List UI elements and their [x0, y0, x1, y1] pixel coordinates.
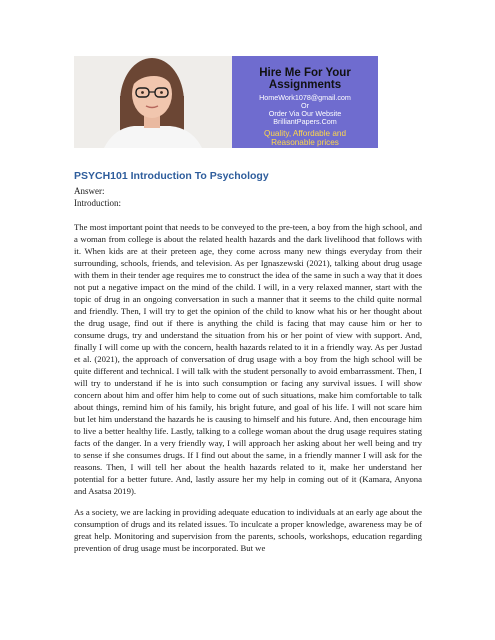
paragraph: The most important point that needs to be conveyed to the pre-teen, a boy from the high school, and a woman from college is about the related health hazards and the dark livelihood that follows with it. When kids are at their preteen age, they come across many new things everyday from their surrounding, schools, friends, and television. As per Ignaszewski (2021), talking about drug usage with them in their tender age requires me to construct the idea of the same in such a way that it does not put a negative impact on the mind of the child. I will, in a very relaxed manner, start with the topic of drug in an ongoing conversation in such a manner that it seems to the child quite normal and friendly. Then, I will try to get the opinion of the child to know what his or her thought about the drug usage, find out if there is anything the child is facing that may cause him or her to consume drugs, try and understand the situation from his or her point of view with support. And, finally I will come up with the concern, health hazards related to it in a friendly way. As per Justad et al. (2021), the approach of conversation of drug usage with a boy from the high school will be quite different and technical. I will talk with the student personally to avoid embarrassment. Then, I will try to understand if he is into such consumption or facing any survival issues. I will show concern about him and offer him help to come out of such situations, make him comfortable to talk about things, remind him of his family, his bright future, and goal of his life. I will not scare him but let him understand the hazards he is causing to himself and his future. And, then encourage him to live a better healthy life. Lastly, talking to a college woman about the drug usage requires stating facts of the danger. In a very friendly way, I will approach her asking about her well being and try to sense if she consumes drugs. If I find out about the same, in a friendly manner I will ask for the reasons. Then, I will tell her about the health hazards related to it, make her understand her potential for a better future. And, lastly assure her my help in coming out of it (Kamara, Anyona and Asatsa 2019). — [74, 222, 422, 496]
banner-headline-2: Assignments — [268, 79, 342, 91]
document-title: PSYCH101 Introduction To Psychology — [74, 170, 269, 182]
banner-email: HomeWork1078@gmail.com — [259, 93, 351, 102]
banner-tagline: Quality, Affordable and — [263, 129, 347, 138]
banner-headline: Hire Me For Your — [259, 67, 351, 79]
introduction-label: Introduction: — [74, 198, 121, 208]
banner-tagline-2: Reasonable prices — [271, 138, 339, 147]
paragraph: As a society, we are lacking in providing adequate education to individuals at an early age about the consumption of drugs and its related issues. To inculcate a proper knowledge, awareness may be of great help. Monitoring and supervision from the parents, schools, workshops, education regarding prevention of drug usage must be incorporated. But we — [74, 507, 422, 553]
banner-order-line: Order Via Our Website — [268, 109, 342, 118]
banner-photo — [74, 56, 232, 148]
banner-or: Or — [301, 101, 309, 110]
answer-label: Answer: — [74, 186, 105, 196]
advertisement-banner — [74, 56, 378, 148]
banner-promo-panel — [232, 56, 378, 148]
woman-with-glasses-photo — [74, 56, 232, 148]
banner-website: BrilliantPapers.Com — [273, 117, 337, 126]
document-body — [74, 170, 422, 554]
